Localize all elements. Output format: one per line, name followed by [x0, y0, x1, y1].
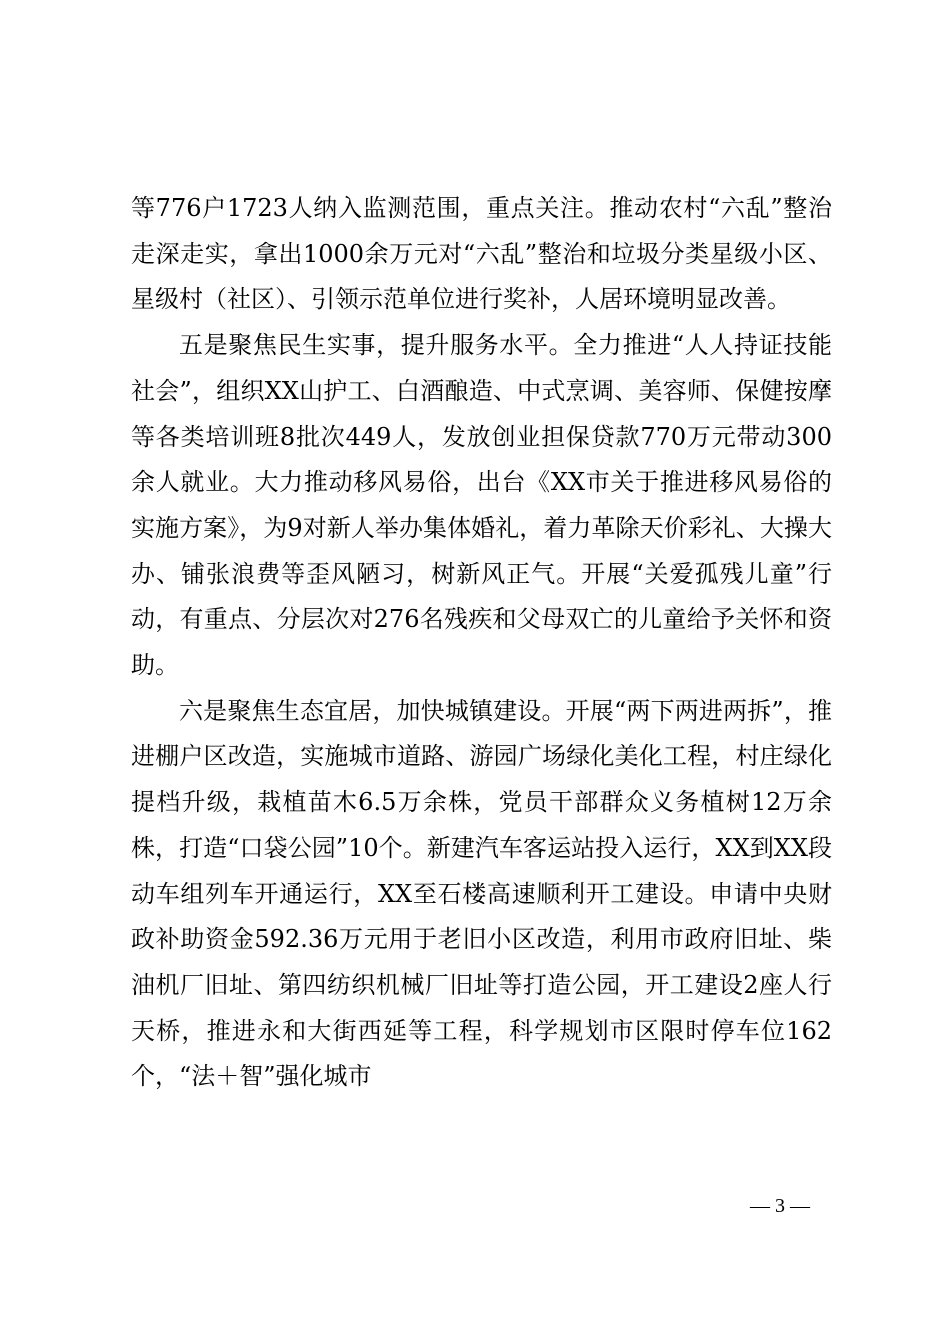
page-number: — 3 — — [750, 1195, 810, 1217]
paragraph-livelihood: 五是聚焦民生实事，提升服务水平。全力推进“人人持证技能社会”，组织XX山护工、白酒酿造、中式烹调、美容师、保健按摩等各类培训班8批次449人，发放创业担保贷款770万元带动300余人就业。大力推动移风易俗，出台《XX市关于推进移风易俗的实施方案》，为9对新人举办集体婚礼，着力革除天价彩礼、大操大办、铺张浪费等歪风陋习，树新风正气。开展“关爱孤残儿童”行动，有重点、分层次对276名残疾和父母双亡的儿童给予关怀和资助。 — [131, 331, 832, 680]
paragraph-continuation: 等776户1723人纳入监测范围，重点关注。推动农村“六乱”整治走深走实，拿出1000余万元对“六乱”整治和垃圾分类星级小区、星级村（社区）、引领示范单位进行奖补，人居环境明显改善。 — [131, 194, 832, 314]
paragraph-ecology: 六是聚焦生态宜居，加快城镇建设。开展“两下两进两拆”，推进棚户区改造，实施城市道路、游园广场绿化美化工程，村庄绿化提档升级，栽植苗木6.5万余株，党员干部群众义务植树12万余株，打造“口袋公园”10个。新建汽车客运站投入运行，XX到XX段动车组列车开通运行，XX至石楼高速顺利开工建设。申请中央财政补助资金592.36万元用于老旧小区改造，利用市政府旧址、柴油机厂旧址、第四纺织机械厂旧址等打造公园，开工建设2座人行天桥，推进永和大街西延等工程，科学规划市区限时停车位162个，“法＋智”强化城市 — [131, 696, 832, 1091]
document-body — [131, 186, 832, 1100]
